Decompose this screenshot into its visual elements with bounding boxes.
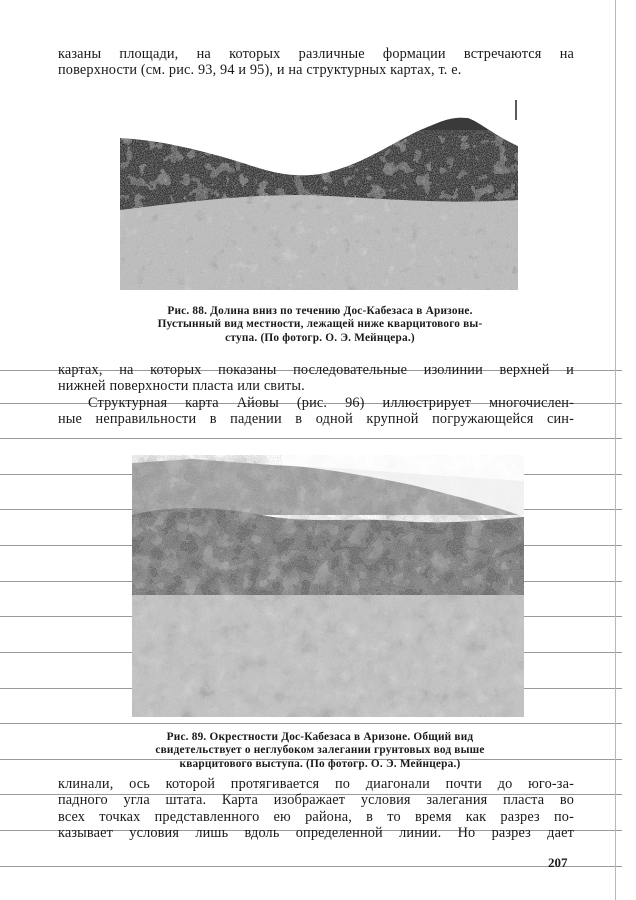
text-line: Структурная карта Айовы (рис. 96) иллюстрирует многочислен- bbox=[88, 395, 574, 411]
middle-paragraph-2 bbox=[58, 395, 574, 428]
bottom-paragraph bbox=[58, 776, 574, 842]
figure-88-caption bbox=[110, 305, 530, 345]
top-paragraph bbox=[58, 46, 574, 79]
text-line: ные неправильности в падении в одной крупной погружающейся син- bbox=[58, 411, 574, 428]
caption-line: свидетельствует о неглубоком залегании грунтовых вод выше bbox=[155, 744, 485, 757]
figure-89-photo bbox=[132, 455, 524, 717]
caption-line: Пустынный вид местности, лежащей ниже кварцитового вы- bbox=[157, 318, 483, 331]
rule-line bbox=[0, 723, 622, 724]
text-line: поверхности (см. рис. 93, 94 и 95), и на структурных картах, т. е. bbox=[58, 62, 462, 79]
text-line: картах, на которых показаны последовательные изолинии верхней и bbox=[58, 362, 574, 378]
text-line: всех точках представленного ею района, в то время как разрез по- bbox=[58, 808, 574, 825]
figure-89-caption bbox=[110, 731, 530, 771]
text-line: клинали, ось которой протягивается по диагонали почти до юго-за- bbox=[58, 776, 574, 792]
caption-line: кварцитового выступа. (По фотогр. О. Э. Мейнцера.) bbox=[179, 757, 461, 770]
figure-88-photo bbox=[120, 100, 518, 290]
rule-line bbox=[0, 438, 622, 439]
text-line: казывает условия лишь вдоль определенной линии. Но разрез дает bbox=[58, 825, 574, 842]
text-line: падного угла штата. Карта изображает условия залегания пласта во bbox=[58, 792, 574, 809]
caption-line: ступа. (По фотогр. О. Э. Мейнцера.) bbox=[225, 331, 415, 344]
page-number: 207 bbox=[548, 855, 568, 870]
text-line: казаны площади, на которых различные формации встречаются на bbox=[58, 46, 574, 62]
caption-line: Рис. 88. Долина вниз по течению Дос-Кабезаса в Аризоне. bbox=[167, 305, 473, 317]
rule-line bbox=[0, 866, 622, 867]
caption-line: Рис. 89. Окрестности Дос-Кабезаса в Аризоне. Общий вид bbox=[166, 731, 474, 743]
middle-paragraph-1 bbox=[58, 362, 574, 395]
page-edge-line bbox=[615, 0, 616, 900]
text-line: нижней поверхности пласта или свиты. bbox=[58, 378, 305, 395]
